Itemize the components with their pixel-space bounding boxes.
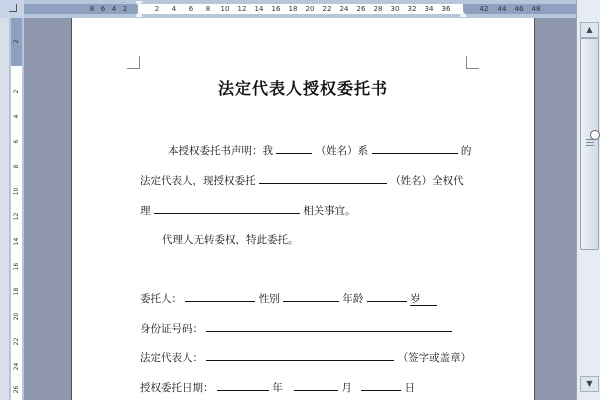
ruler-number: 10 <box>13 187 20 196</box>
text: 月 <box>341 382 352 394</box>
scroll-thumb[interactable] <box>580 38 599 250</box>
ruler-number: 22 <box>13 337 20 346</box>
ruler-number: 14 <box>13 237 20 246</box>
arrow-down-icon: ▼ <box>586 379 593 388</box>
client-info-line[interactable] <box>140 290 437 306</box>
day-blank[interactable] <box>361 379 401 391</box>
paragraph-no-transfer[interactable]: 代理人无转委权，特此委托。 <box>162 234 299 246</box>
page-title: 法定代表人授权委托书 <box>217 79 388 98</box>
ruler-number: 6 <box>188 5 194 13</box>
ruler-number: 18 <box>288 5 298 13</box>
hanging-indent-marker[interactable] <box>135 11 143 17</box>
arrow-up-icon: ▲ <box>586 25 593 34</box>
text: 本授权委托书声明：我 <box>168 145 273 157</box>
grip-line <box>586 145 594 146</box>
text: （姓名）系 <box>315 145 369 157</box>
matters-blank[interactable] <box>154 202 300 214</box>
ruler-number: 20 <box>13 312 20 321</box>
ruler-number: 16 <box>13 262 20 271</box>
client-name-blank[interactable] <box>185 290 255 302</box>
ruler-number: 34 <box>424 5 434 13</box>
company-blank[interactable] <box>372 142 458 154</box>
ruler-number: 16 <box>271 5 281 13</box>
ruler-number: 42 <box>479 5 489 13</box>
date-line[interactable] <box>140 379 415 395</box>
text: 的 <box>460 145 472 157</box>
text: 身份证号码： <box>140 323 203 335</box>
vertical-ruler[interactable] <box>9 18 24 400</box>
grip-line <box>586 142 594 143</box>
right-indent-marker[interactable] <box>459 11 467 17</box>
ruler-number: 2 <box>122 5 128 13</box>
text: 年龄 <box>342 293 364 305</box>
ruler-number: 2 <box>13 89 20 94</box>
ruler-number: 44 <box>497 5 507 13</box>
ruler-number: 8 <box>205 5 211 13</box>
text: 相关事宜。 <box>303 205 356 217</box>
text: 委托人： <box>140 293 182 305</box>
ruler-number: 4 <box>171 5 177 13</box>
text: 授权委托日期： <box>140 382 214 394</box>
ruler-number: 22 <box>322 5 332 13</box>
month-blank[interactable] <box>294 379 338 391</box>
ruler-number: 6 <box>100 5 106 13</box>
ruler-number: 20 <box>305 5 315 13</box>
crop-mark-top-left <box>127 56 140 69</box>
ruler-number: 14 <box>254 5 264 13</box>
ruler-number: 6 <box>13 139 20 144</box>
crop-mark-top-right <box>466 56 479 69</box>
ruler-number: 28 <box>373 5 383 13</box>
text: 理 <box>140 205 151 217</box>
ruler-number: 2 <box>154 5 160 13</box>
ruler-number: 10 <box>220 5 230 13</box>
legal-rep-line[interactable] <box>140 349 471 365</box>
agent-blank[interactable] <box>259 172 387 184</box>
age-blank[interactable] <box>367 290 407 302</box>
scroll-up-button[interactable] <box>580 22 599 38</box>
ruler-number: 46 <box>514 5 524 13</box>
first-line-indent-marker[interactable] <box>135 1 143 7</box>
text: 岁 <box>410 293 437 306</box>
paragraph-statement[interactable] <box>168 142 471 158</box>
ruler-number: 4 <box>111 5 117 13</box>
ruler-left-margin <box>24 4 138 14</box>
ruler-number: 26 <box>356 5 366 13</box>
tab-selector[interactable] <box>0 0 24 18</box>
left-gutter <box>0 18 9 400</box>
text: 法定代表人，现授权委托 <box>140 175 256 187</box>
horizontal-ruler[interactable] <box>0 0 600 19</box>
ruler-number: 24 <box>339 5 349 13</box>
paragraph-authorize[interactable] <box>140 172 464 188</box>
ruler-number: 12 <box>237 5 247 13</box>
ruler-number: 8 <box>89 5 95 13</box>
ruler-number: 18 <box>13 287 20 296</box>
ruler-number: 30 <box>390 5 400 13</box>
vertical-scrollbar[interactable] <box>576 0 600 400</box>
text: 性别 <box>258 293 280 305</box>
text: 年 <box>272 382 283 394</box>
split-handle-icon[interactable] <box>590 130 600 140</box>
ruler-number: 24 <box>13 362 20 371</box>
scroll-down-button[interactable] <box>580 376 599 392</box>
ruler-number: 36 <box>441 5 451 13</box>
text: （签字或盖章） <box>397 352 472 364</box>
gender-blank[interactable] <box>283 290 339 302</box>
year-blank[interactable] <box>217 379 269 391</box>
ruler-number: 8 <box>13 164 20 169</box>
signature-blank[interactable] <box>206 349 394 361</box>
ruler-number: 12 <box>13 212 20 221</box>
ruler-number: 32 <box>407 5 417 13</box>
text: 日 <box>404 382 416 394</box>
tab-stop-icon <box>9 4 17 12</box>
ruler-number: 4 <box>13 114 20 119</box>
text: （姓名）全权代 <box>390 175 464 187</box>
text: 法定代表人： <box>140 352 203 364</box>
paragraph-matters[interactable] <box>140 202 356 218</box>
ruler-number: 2 <box>13 39 20 44</box>
id-number-line[interactable] <box>140 320 452 336</box>
document-page[interactable] <box>72 18 534 400</box>
id-number-blank[interactable] <box>206 320 452 332</box>
name-blank[interactable] <box>276 142 312 154</box>
ruler-number: 26 <box>13 385 20 394</box>
ruler-number: 48 <box>531 5 541 13</box>
